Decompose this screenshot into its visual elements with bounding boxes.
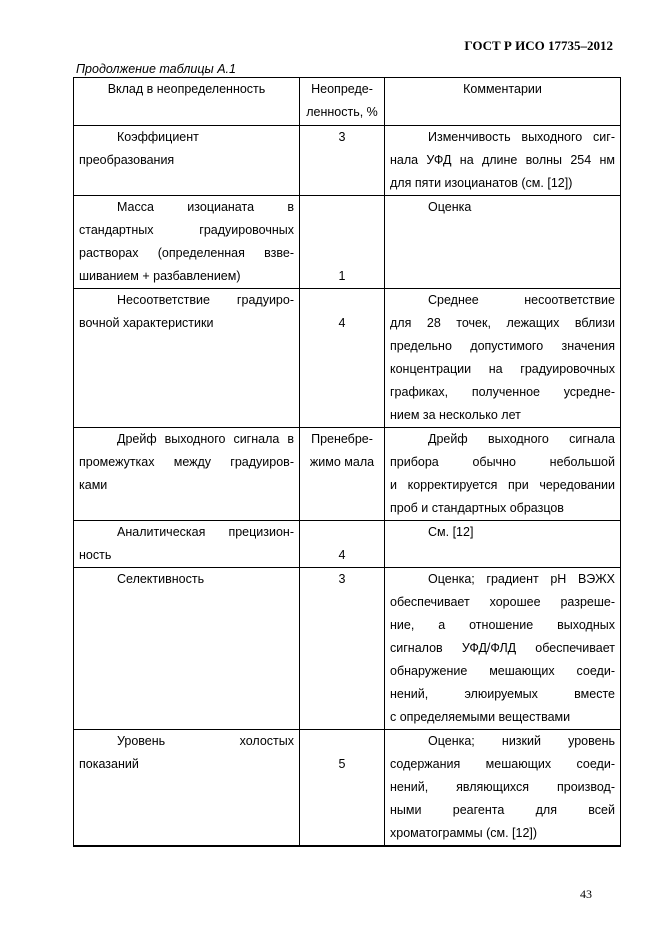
cell-contribution — [74, 126, 300, 196]
cell-line: 1 — [338, 269, 346, 283]
cell-line — [305, 730, 379, 753]
cell-line: 3 — [338, 572, 346, 586]
cell-line: стандартных градуировочных — [79, 223, 294, 237]
cell-line: Изменчивость выходного сиг- — [428, 130, 615, 144]
cell-line: Оценка; градиент рН ВЭЖХ — [428, 572, 615, 586]
cell-line: с определяемыми веществами — [390, 710, 571, 724]
cell-line: прибора обычно небольшой — [390, 455, 615, 469]
cell-line: Дрейф выходного сигнала в — [117, 432, 294, 446]
cell-line: преобразования — [79, 153, 175, 167]
cell-line: Аналитическая прецизион- — [117, 525, 294, 539]
cell-comment — [385, 521, 621, 568]
cell-line: Среднее несоответствие — [428, 293, 615, 307]
table-row — [74, 730, 621, 847]
cell-uncertainty — [300, 196, 385, 289]
cell-comment — [385, 428, 621, 521]
cell-line: 5 — [338, 757, 346, 771]
table-row — [74, 428, 621, 521]
table-row — [74, 126, 621, 196]
cell-line: обнаружение мешающих соеди- — [390, 664, 615, 678]
cell-comment — [385, 730, 621, 847]
table-row — [74, 196, 621, 289]
cell-line: Уровень холостых — [117, 734, 294, 748]
cell-line: хроматограммы (см. [12]) — [390, 826, 538, 840]
header-uncertainty: Неопреде- ленность, % — [300, 78, 385, 126]
cell-contribution — [74, 289, 300, 428]
cell-line: предельно допустимого значения — [390, 339, 615, 353]
cell-line: для пяти изоцианатов (см. [12]) — [390, 176, 573, 190]
cell-line: проб и стандартных образцов — [390, 501, 564, 515]
cell-contribution — [74, 428, 300, 521]
cell-comment — [385, 568, 621, 730]
standard-header: ГОСТ Р ИСО 17735–2012 — [464, 38, 613, 53]
cell-line: Оценка — [428, 200, 472, 214]
table-header-row — [74, 78, 621, 126]
cell-line — [305, 196, 379, 219]
cell-line: графиках, полученное усредне- — [390, 385, 615, 399]
cell-contribution — [74, 568, 300, 730]
cell-line: ность — [79, 548, 112, 562]
cell-line: нала УФД на длине волны 254 нм — [390, 153, 615, 167]
cell-line: концентрации на градуировочных — [390, 362, 615, 376]
cell-line: содержания мешающих соеди- — [390, 757, 615, 771]
cell-line: для 28 точек, лежащих вблизи — [390, 316, 615, 330]
cell-contribution — [74, 730, 300, 847]
cell-line: См. [12] — [428, 525, 474, 539]
cell-line: растворах (определенная взве- — [79, 246, 294, 260]
cell-line — [305, 242, 379, 265]
table-row — [74, 289, 621, 428]
cell-line: ками — [79, 478, 108, 492]
cell-line: вочной характеристики — [79, 316, 214, 330]
cell-line: шиванием + разбавлением) — [79, 269, 241, 283]
cell-uncertainty — [300, 730, 385, 847]
header-comments: Комментарии — [385, 78, 621, 126]
table-row — [74, 521, 621, 568]
cell-uncertainty — [300, 126, 385, 196]
page-number: 43 — [580, 887, 592, 901]
cell-uncertainty — [300, 568, 385, 730]
cell-comment — [385, 196, 621, 289]
cell-line: 3 — [338, 130, 346, 144]
cell-line: нений, элюируемых вместе — [390, 687, 615, 701]
cell-line: жимо мала — [309, 455, 375, 469]
cell-uncertainty — [300, 521, 385, 568]
cell-line — [305, 521, 379, 544]
cell-line: Дрейф выходного сигнала — [428, 432, 615, 446]
cell-line: обеспечивает хорошее разреше- — [390, 595, 615, 609]
header-contribution: Вклад в неопределенность — [74, 78, 300, 126]
cell-line: ными реагента для всей — [390, 803, 615, 817]
cell-line: нений, являющихся производ- — [390, 780, 615, 794]
cell-line: нием за несколько лет — [390, 408, 521, 422]
table-caption: Продолжение таблицы А.1 — [76, 62, 236, 76]
cell-contribution — [74, 196, 300, 289]
uncertainty-table — [73, 77, 621, 847]
cell-line — [305, 289, 379, 312]
cell-line: Коэффициент — [117, 130, 199, 144]
cell-line: 4 — [338, 316, 346, 330]
cell-line: и корректируется при чередовании — [390, 478, 615, 492]
cell-line: Пренебре- — [311, 432, 373, 446]
cell-line: промежутках между градуиров- — [79, 455, 294, 469]
cell-line: ние, а отношение выходных — [390, 618, 615, 632]
cell-uncertainty — [300, 289, 385, 428]
cell-line: Несоответствие градуиро- — [117, 293, 294, 307]
cell-contribution — [74, 521, 300, 568]
cell-uncertainty — [300, 428, 385, 521]
cell-comment — [385, 289, 621, 428]
cell-comment — [385, 126, 621, 196]
table-row — [74, 568, 621, 730]
cell-line: Масса изоцианата в — [117, 200, 294, 214]
cell-line — [305, 219, 379, 242]
cell-line: Селективность — [117, 572, 205, 586]
cell-line: Оценка; низкий уровень — [428, 734, 615, 748]
cell-line: показаний — [79, 757, 139, 771]
cell-line: 4 — [338, 548, 346, 562]
cell-line: сигналов УФД/ФЛД обеспечивает — [390, 641, 615, 655]
